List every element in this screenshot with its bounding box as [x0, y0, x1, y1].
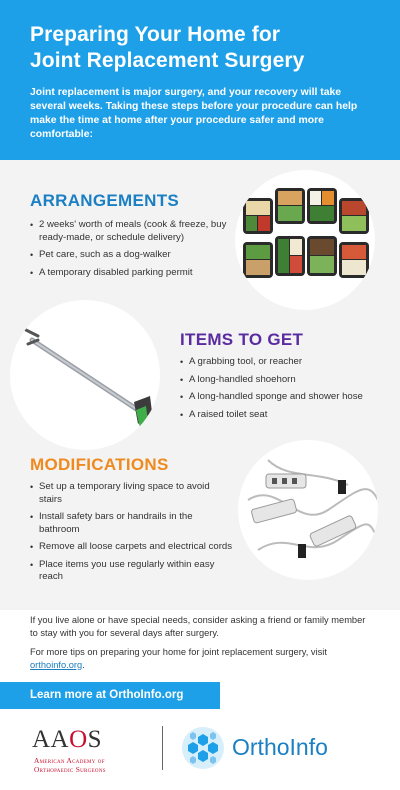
- aaos-full-name: [34, 756, 154, 774]
- modifications-heading: MODIFICATIONS: [30, 455, 169, 474]
- footer-logos: [0, 718, 400, 780]
- aaos-logo: [32, 726, 102, 754]
- closing-paragraph-2-end: .: [82, 659, 85, 670]
- title-line-1: Preparing Your Home for: [30, 23, 281, 46]
- arrangements-heading: ARRANGEMENTS: [30, 191, 180, 210]
- closing-paragraph-2-text: For more tips on preparing your home for joint replacement surgery, visit: [30, 647, 327, 657]
- meal-containers-image: [235, 170, 375, 310]
- orthoinfo-link[interactable]: orthoinfo.org: [30, 659, 83, 670]
- list-item: • Install safety bars or handrails in the bathroom: [30, 511, 235, 536]
- list-item: • A raised toilet seat: [180, 409, 380, 422]
- list-item: • A temporary disabled parking permit: [30, 267, 230, 280]
- power-strips-image: [238, 440, 378, 580]
- arrangements-section: [30, 191, 230, 284]
- items-to-get-list: [180, 356, 380, 421]
- aaos-letters-suffix: S: [87, 726, 103, 753]
- closing-paragraph-1: If you live alone or have special needs, consider asking a friend or family member to stay with you for several days after surgery.: [30, 615, 366, 638]
- aaos-name-line-2: Orthopaedic Surgeons: [34, 765, 106, 774]
- list-item: • 2 weeks' worth of meals (cook & freeze, buy ready-made, or schedule delivery): [30, 219, 230, 244]
- list-item: • Set up a temporary living space to avoid stairs: [30, 481, 235, 506]
- list-item: • A long-handled sponge and shower hose: [180, 391, 380, 404]
- intro-text: Joint replacement is major surgery, and your recovery will take several weeks. Taking these steps before your procedure can help make the time at home after your procedure safer and more comfortable:: [30, 87, 358, 140]
- list-item: • Place items you use regularly within easy reach: [30, 559, 235, 584]
- closing-text: [30, 614, 375, 678]
- orthoinfo-logo-icon: [181, 726, 225, 770]
- items-to-get-section: [180, 330, 380, 426]
- aaos-name-line-1: American Academy of: [34, 756, 105, 765]
- modifications-section: [30, 455, 235, 589]
- logo-divider: [162, 726, 163, 770]
- learn-more-banner[interactable]: Learn more at OrthoInfo.org: [0, 682, 220, 709]
- list-item: • A grabbing tool, or reacher: [180, 356, 380, 369]
- page-title: [30, 22, 370, 74]
- list-item: • Remove all loose carpets and electrical cords: [30, 541, 235, 554]
- aaos-letter-o: O: [69, 726, 88, 753]
- arrangements-list: [30, 219, 230, 279]
- header-banner: [0, 0, 400, 160]
- modifications-list: [30, 481, 235, 584]
- aaos-letters-prefix: AA: [32, 726, 70, 753]
- list-item: • A long-handled shoehorn: [180, 374, 380, 387]
- items-to-get-heading: ITEMS TO GET: [180, 330, 304, 349]
- reacher-tool-image: [10, 300, 160, 450]
- closing-paragraph-2: [30, 646, 375, 671]
- title-line-2: Joint Replacement Surgery: [30, 49, 305, 72]
- orthoinfo-wordmark: OrthoInfo: [232, 734, 328, 760]
- list-item: • Pet care, such as a dog-walker: [30, 249, 230, 262]
